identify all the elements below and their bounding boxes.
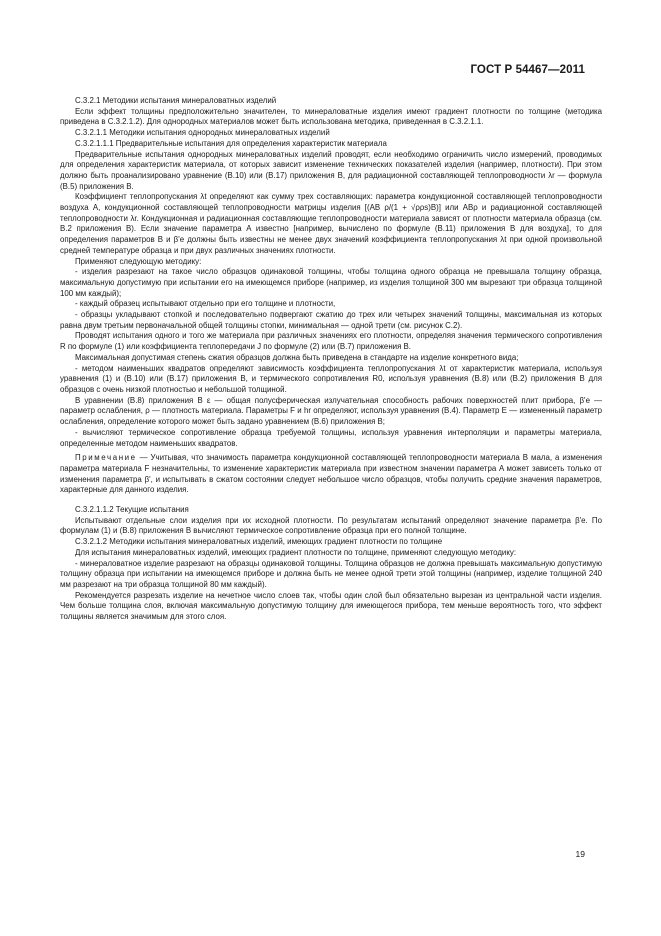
note-text: — Учитывая, что значимость параметра кондукционной составляющей теплопроводности материала B мала, а изменения параметра материала F незначительны, то изменение характеристик материала при известном значении параметра A может зависеть только от изменения параметра β', и испытывать в сжатом состоянии следует небольшое число образцов, чтобы получить средние значения параметров, характерные для данного изделия. — [60, 453, 602, 495]
list-item: - изделия разрезают на такое число образцов одинаковой толщины, чтобы толщина одного образца не превышала толщину образца, максимальную допустимую при испытании его на имеющемся приборе (например, из изделия толщиной 300 мм вырезают три образца толщиной 100 мм каждый); — [60, 267, 602, 298]
document-body — [60, 96, 602, 623]
section-heading-c3-2-1-2: С.3.2.1.2 Методики испытания минераловатных изделий, имеющих градиент плотности по толщине — [75, 537, 443, 547]
document-code: ГОСТ Р 54467—2011 — [470, 64, 585, 76]
list-item: - каждый образец испытывают отдельно при его толщине и плотности, — [75, 299, 336, 309]
paragraph: Если эффект толщины предположительно значителен, то минераловатные изделия имеют градиент плотности по толщине (методика приведена в С.3.2.1.2). Для однородных материалов может быть использована методика, приведенная в С.3.2.1.1. — [60, 106, 602, 127]
note — [60, 453, 602, 496]
paragraph: Коэффициент теплопропускания λt определяют как сумму трех составляющих: параметра кондукционной составляющей теплопроводности воздуха A, кондукционной составляющей теплопроводности матрицы изделия [(AB ρ/(1 + √ρρs)B)] или ABρ и радиационной составляющей теплопроводности λr. Кондукционная и радиационная составляющие теплопроводности материала зависят от плотности материала образца (см. В.2 приложения В). Если значение параметра A известно [например, вычислено по формуле (В.11) приложения В для воздуха], то для определения параметров B и β'e должны быть известны не менее двух значений коэффициента теплопропускания λt при одной произвольной средней температуре образца и при двух различных значениях плотности. — [60, 192, 602, 255]
paragraph: В уравнении (В.8) приложения В ε — общая полусферическая излучательная способность рабочих поверхностей плит прибора, β'e — параметр ослабления, ρ — плотность материала. Параметры F и hr определяют, используя уравнения (В.4). Параметр E — измененный параметр ослабления, определение которого может быть задано уравнением (В.6) приложения В; — [60, 395, 602, 427]
list-item: - минераловатное изделие разрезают на образцы одинаковой толщины. Толщина образцов не должна превышать максимальную допустимую толщину образца при испытании на имеющемся приборе и должна быть не менее одной трети этой толщины (например, изделие толщиной 240 мм разрезают на три образца толщиной 80 мм каждый). — [60, 558, 602, 589]
page-number: 19 — [575, 849, 585, 859]
list-item: - методом наименьших квадратов определяют зависимость коэффициента теплопропускания λt от характеристик материала, используя уравнения (1) и (В.10) или (В.17) приложения В, и термического сопротивления R0, используя уравнения (В.8) или (В.2) приложения В для образцов с очень низкой плотностью и небольшой толщиной. — [60, 363, 602, 394]
paragraph: Испытывают отдельные слои изделия при их исходной плотности. По результатам испытаний определяют значение параметра β'e. По формулам (1) и (В.8) приложения В вычисляют термическое сопротивление образца при его полной толщине. — [60, 515, 602, 536]
paragraph: Применяют следующую методику: — [75, 256, 202, 266]
paragraph: Предварительные испытания однородных минераловатных изделий проводят, если необходимо ограничить число измерений, проводимых для определения характеристик материала, от которых зависит изменение технических показателей изделия (например, плотности). При этом должно быть проанализировано уравнение (В.10) или (В.17) приложения В, для радиационной составляющей теплопроводности λr — формула (В.5) приложения В. — [60, 149, 602, 191]
list-item: - образцы укладывают стопкой и последовательно подвергают сжатию до трех или четырех значений толщины, максимальная из которых равна двум третьим первоначальной общей толщины стопки, минимальная — одной трети (см. рисунок С.2). — [60, 310, 602, 330]
paragraph: Максимальная допустимая степень сжатия образцов должна быть приведена в стандарте на изделие конкретного вида; — [75, 352, 519, 362]
paragraph: Рекомендуется разрезать изделие на нечетное число слоев так, чтобы один слой был обязательно вырезан из центральной части изделия. Чем больше толщина слоя, включая максимальную допустимую толщину для имеющегося прибора, тем меньше вероятность того, что эффект толщины является значимым для этого слоя. — [60, 590, 602, 622]
note-label: Примечание — [75, 453, 137, 463]
section-heading-c3-2-1-1-1: С.3.2.1.1.1 Предварительные испытания для определения характеристик материала — [75, 138, 387, 148]
section-heading-c3-2-1-1-2: С.3.2.1.1.2 Текущие испытания — [75, 505, 189, 515]
paragraph: Для испытания минераловатных изделий, имеющих градиент плотности по толщине, применяют следующую методику: — [75, 547, 517, 557]
paragraph: Проводят испытания одного и того же материала при различных значениях его плотности, определяя значения термического сопротивления R по формуле (1) или коэффициента теплопередачи J по формуле (2) или (В.7) приложения В. — [60, 331, 602, 352]
list-item: - вычисляют термическое сопротивление образца требуемой толщины, используя уравнения интерполяции и параметры материала, определенные методом наименьших квадратов. — [60, 427, 602, 448]
section-heading-c3-2-1-1: С.3.2.1.1 Методики испытания однородных минераловатных изделий — [75, 128, 330, 138]
section-heading-c3-2-1: С.3.2.1 Методики испытания минераловатных изделий — [75, 96, 277, 105]
